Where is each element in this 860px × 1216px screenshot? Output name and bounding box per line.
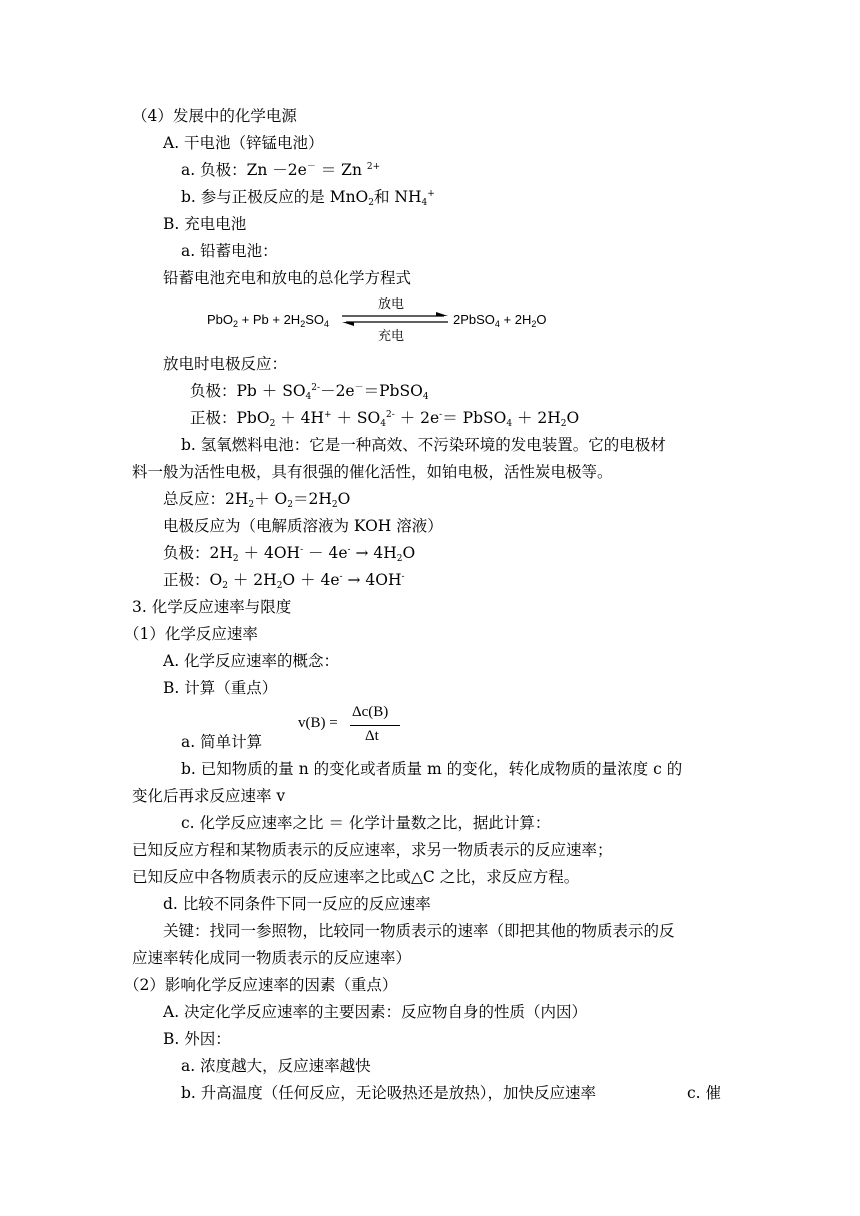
charge-label: 充电 <box>378 328 405 343</box>
text-line: 电极反应为（电解质溶液为 KOH 溶液） <box>163 517 443 535</box>
text-line: a. 铅蓄电池： <box>181 242 278 260</box>
subheading: A. 干电池（锌锰电池） <box>163 134 324 152</box>
text-line: 放电时电极反应： <box>163 355 288 373</box>
text-line: 铅蓄电池充电和放电的总化学方程式 <box>163 269 412 287</box>
fraction-bar <box>350 725 400 726</box>
text-line: 负极：$Pb + SO_4^{2-}-2e^-=PbSO_4$ <box>190 382 429 402</box>
text-line: d. 比较不同条件下同一反应的反应速率 <box>163 895 431 913</box>
subheading: B. 充电电池 <box>163 215 247 233</box>
text-line: a. 浓度越大，反应速率越快 <box>181 1057 371 1075</box>
text-line: c. 化学反应速率之比 ＝ 化学计量数之比，据此计算： <box>181 814 551 832</box>
formula-numerator: Δc(B) <box>352 704 389 720</box>
text-line: 变化后再求反应速率 v <box>132 787 286 805</box>
text-line: A. 化学反应速率的概念： <box>163 652 340 670</box>
text-line: 关键：找同一参照物，比较同一物质表示的速率（即把其他的物质表示的反 <box>163 922 675 940</box>
formula-denominator: Δt <box>365 728 379 744</box>
text-line: 总反应：$2H_2+ O_2=2H_2O$ <box>163 490 351 510</box>
reversible-arrow-icon <box>340 312 450 326</box>
text-line: a. 简单计算 <box>181 733 263 751</box>
text-line: 正极：$PbO_2 + 4H^+ + SO_4^{2-} + 2e^-=$ PbSO$_4$ ＋ $2H_2O$ <box>190 409 580 429</box>
subheading: （2）影响化学反应速率的因素（重点） <box>124 976 398 994</box>
discharge-label: 放电 <box>378 296 405 311</box>
section-heading: （4）发展中的化学电源 <box>132 107 297 125</box>
text-line: 正极：$O_2 + 2H_2O + 4e^- \to 4OH^-$ <box>163 571 405 591</box>
text-line: b. 参与正极反应的是 MnO$_2$和 $NH_4^+$ <box>181 188 435 208</box>
section-heading: 3. 化学反应速率与限度 <box>132 598 292 616</box>
text-line: 已知反应中各物质表示的反应速率之比或△C 之比，求反应方程。 <box>132 868 580 886</box>
formula-lhs: v(B) = <box>298 715 338 731</box>
text-line: c. 催 <box>687 1084 722 1102</box>
text-line: A. 决定化学反应速率的主要因素：反应物自身的性质（内因） <box>163 1003 588 1021</box>
text-line: b. 已知物质的量 n 的变化或者质量 m 的变化，转化成物质的量浓度 c 的 <box>181 760 683 778</box>
text-line: 负极：$2H_2 + 4OH^- - 4e^- \to 4H_2O$ <box>163 544 416 564</box>
text-line: b. 升高温度（任何反应，无论吸热还是放热），加快反应速率 <box>181 1084 597 1102</box>
text-line: B. 外因： <box>163 1030 231 1048</box>
equation-left: $PbO_2 + Pb + 2H_2SO_4$ <box>207 312 330 329</box>
text-line: a. 负极：Zn －2e－ ＝ Zn $^{2+}$ <box>181 161 381 179</box>
text-line: 应速率转化成同一物质表示的反应速率） <box>132 949 412 967</box>
text-line: b. 氢氧燃料电池：它是一种高效、不污染环境的发电装置。它的电极材 <box>181 436 666 454</box>
text-line: 已知反应方程和某物质表示的反应速率，求另一物质表示的反应速率； <box>132 841 613 859</box>
equation-right: 2PbSO$_4$ + $2H_2O$ <box>453 312 547 329</box>
text-line: B. 计算（重点） <box>163 679 278 697</box>
text-line: 料一般为活性电极，具有很强的催化活性，如铂电极，活性炭电极等。 <box>132 463 613 481</box>
subheading: （1）化学反应速率 <box>124 625 258 643</box>
